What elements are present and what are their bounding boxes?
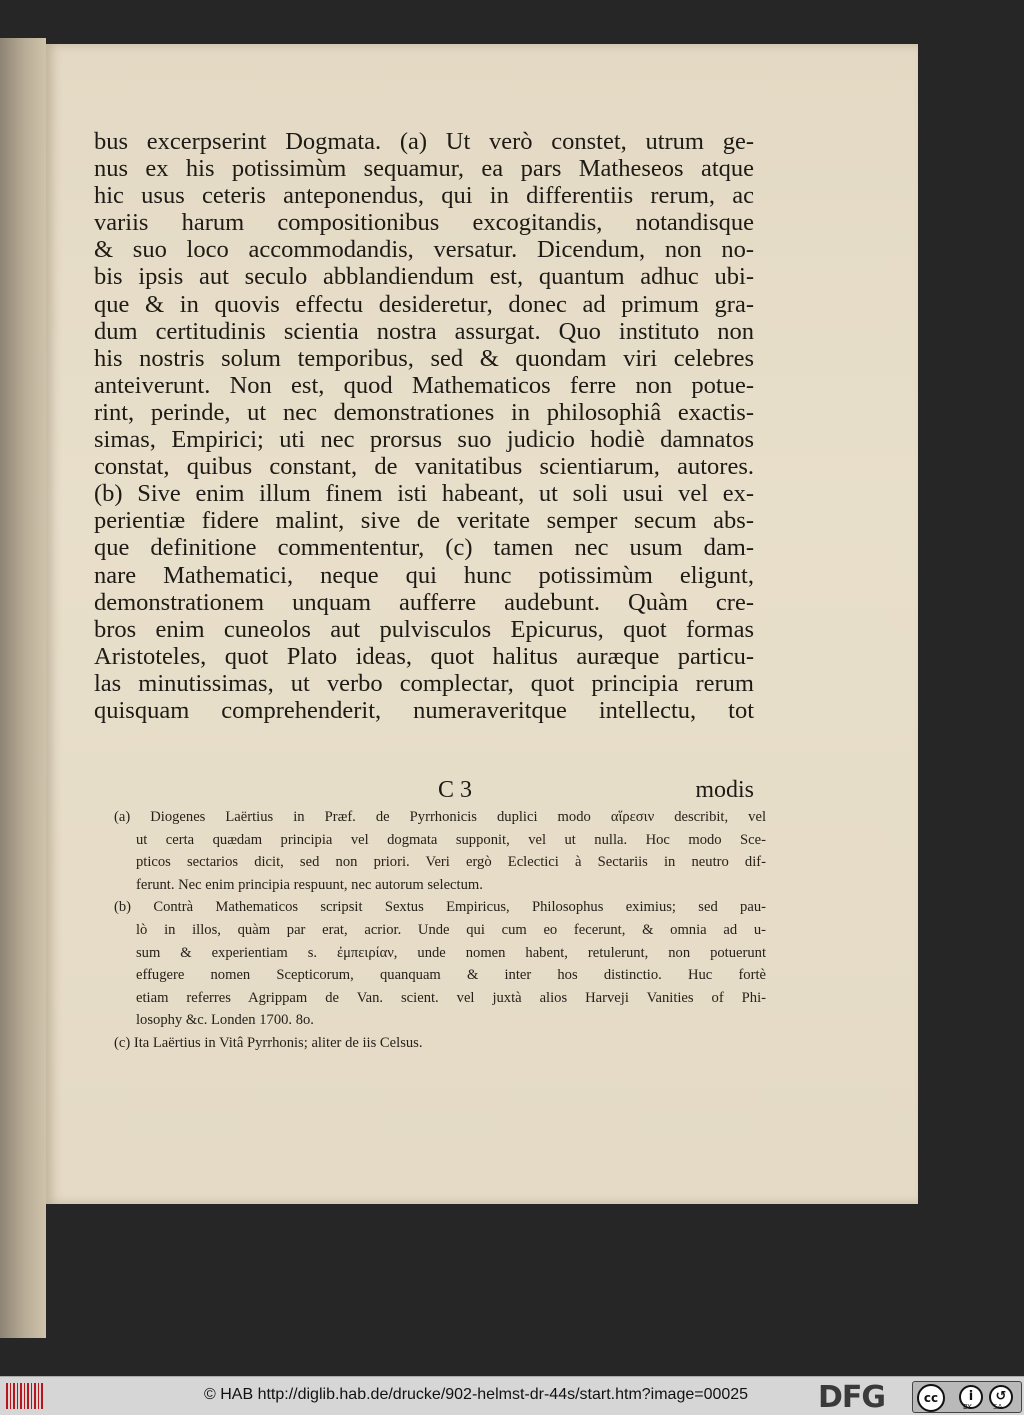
cc-icon: cc	[917, 1384, 945, 1412]
text-line: bros enim cuneolos aut pulvisculos Epicurus, quot formas	[94, 615, 754, 643]
text-line: nare Mathematici, neque qui hunc potissimùm eligunt,	[94, 561, 754, 589]
signature-line	[94, 777, 754, 805]
text-line: variis harum compositionibus excogitandis, notandisque	[94, 209, 754, 237]
text-line: las minutissimas, ut verbo complectar, quot principia rerum	[94, 669, 754, 697]
cc-by-label: BY	[963, 1403, 972, 1411]
text-line: anteiverunt. Non est, quod Mathematicos ferre non potue-	[94, 371, 754, 399]
text-line: perientiæ fidere malint, sive de veritate semper secum abs-	[94, 507, 754, 535]
source-link[interactable]: © HAB http://diglib.hab.de/drucke/902-helmst-dr-44s/start.htm?image=00025	[204, 1386, 749, 1403]
footnote-line: pticos sectarios dicit, sed non priori. Veri ergò Eclectici à Sectariis in neutro dif-	[136, 854, 766, 871]
text-line: demonstrationem unquam aufferre audebunt. Quàm cre-	[94, 588, 754, 616]
text-line: bis ipsis aut seculo abblandiendum est, quantum adhuc ubi-	[94, 263, 754, 291]
footnote-line: lò in illos, quàm par erat, acrior. Unde qui cum eo fecerunt, & omnia ad u-	[136, 921, 766, 938]
cc-license-badge[interactable]	[912, 1381, 1022, 1413]
text-line: constat, quibus constant, de vanitatibus scientiarum, autores.	[94, 453, 754, 481]
main-text-block	[94, 128, 754, 724]
text-line: Aristoteles, quot Plato ideas, quot halitus auræque particu-	[94, 642, 754, 670]
footnote-line: losophy &c. Londen 1700. 8o.	[136, 1012, 314, 1029]
text-line: dum certitudinis scientia nostra assurgat. Quo instituto non	[94, 317, 754, 345]
book-page	[46, 44, 918, 1204]
text-line: his nostris solum temporibus, sed & quondam viri celebres	[94, 344, 754, 372]
text-line: & suo loco accommodandis, versatur. Dicendum, non no-	[94, 236, 754, 264]
viewer-footer	[0, 1376, 1024, 1415]
catchword: modis	[695, 777, 754, 803]
share-alike-icon: ↺	[989, 1385, 1013, 1409]
attribution-icon: i	[959, 1385, 983, 1409]
text-line: que & in quovis effectu desideretur, donec ad primum gra-	[94, 290, 754, 318]
footnote-line: ferunt. Nec enim principia respuunt, nec autorum selectum.	[136, 876, 483, 893]
text-line: hic usus ceteris anteponendus, qui in differentiis rerum, ac	[94, 182, 754, 210]
signature-mark: C 3	[438, 777, 473, 803]
cc-sa-label: SA	[993, 1403, 1003, 1411]
text-line: nus ex his potissimùm sequamur, ea pars Matheseos atque	[94, 155, 754, 183]
footnote-line: (a) Diogenes Laërtius in Præf. de Pyrrhonicis duplici modo αἵρεσιν describit, vel	[114, 809, 766, 825]
footnote-line: effugere nomen Scepticorum, quanquam & inter hos distinctio. Huc fortè	[136, 967, 766, 984]
footnotes	[114, 806, 766, 1055]
text-line: quisquam comprehenderit, numeraveritque intellectu, tot	[94, 696, 754, 724]
text-line: bus excerpserint Dogmata. (a) Ut verò constet, utrum ge-	[94, 128, 754, 155]
footnote-line: ut certa quædam principia vel dogmata supponit, vel ut nulla. Hoc modo Sce-	[136, 831, 766, 848]
text-line: simas, Empirici; uti nec prorsus suo judicio hodiè damnatos	[94, 426, 754, 454]
footnote-line: (b) Contrà Mathematicos scripsit Sextus Empiricus, Philosophus eximius; sed pau-	[114, 899, 766, 916]
footnote-line: (c) Ita Laërtius in Vitâ Pyrrhonis; aliter de iis Celsus.	[114, 1034, 423, 1051]
footnote-line: etiam referres Agrippam de Van. scient. vel juxtà alios Harveji Vanities of Phi-	[136, 989, 766, 1006]
text-line: que definitione commententur, (c) tamen nec usum dam-	[94, 534, 754, 562]
dfg-logo[interactable]: DFG	[818, 1380, 886, 1415]
text-line: (b) Sive enim illum finem isti habeant, ut soli usui vel ex-	[94, 480, 754, 508]
text-line: rint, perinde, ut nec demonstrationes in philosophiâ exactis-	[94, 398, 754, 426]
footnote-line: sum & experientiam s. ἐμπειρίαν, unde nomen habent, retulerunt, non potuerunt	[136, 944, 766, 961]
facing-page-edge	[0, 38, 46, 1338]
library-barcode-icon	[6, 1383, 44, 1409]
